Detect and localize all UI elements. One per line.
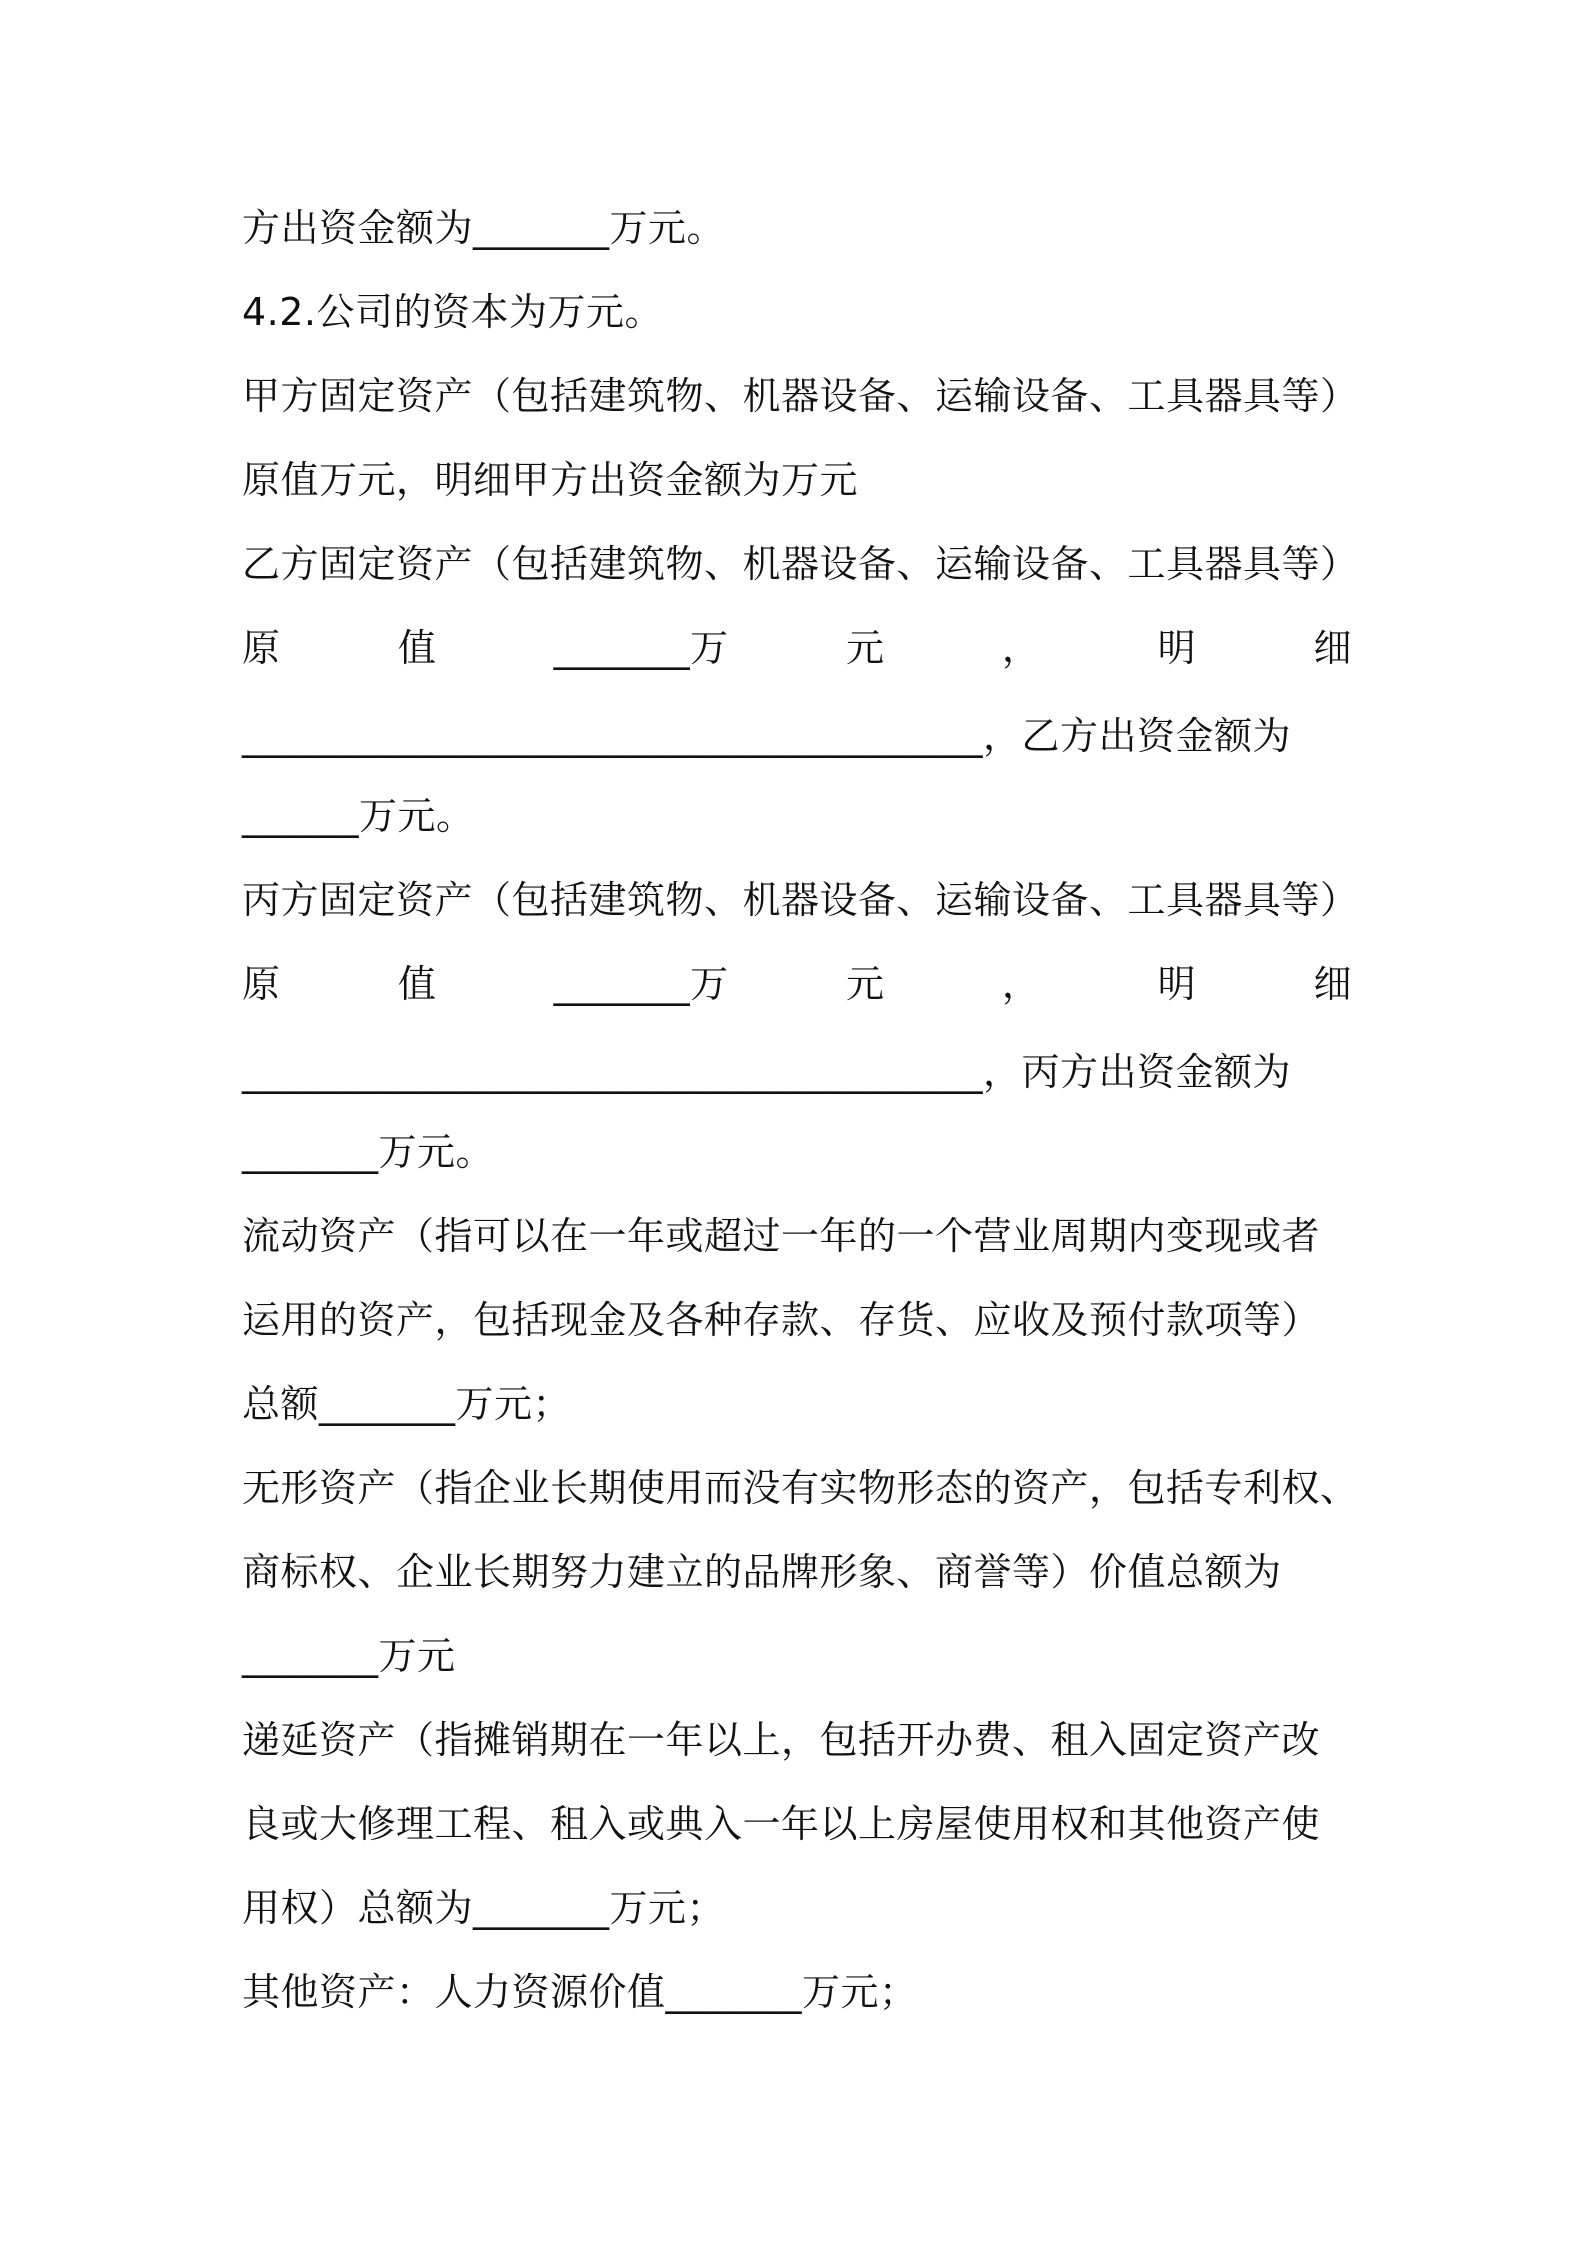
text-fragment: 值 xyxy=(397,962,437,1006)
text-line: 流动资产（指可以在一年或超过一年的一个营业周期内变现或者 xyxy=(242,1214,1321,1258)
text-fragment: 原 xyxy=(242,962,281,1006)
text-fragment: 细 xyxy=(1313,626,1352,670)
text-line: _______万元。 xyxy=(242,1130,495,1174)
text-fragment: 元 xyxy=(845,962,885,1006)
text-fragment: ， xyxy=(1001,962,1041,1006)
text-line: _______万元 xyxy=(242,1634,456,1678)
text-fragment: 值 xyxy=(397,626,437,670)
text-line: 运用的资产，包括现金及各种存款、存货、应收及预付款项等） xyxy=(242,1298,1321,1342)
text-line: 商标权、企业长期努力建立的品牌形象、商誉等）价值总额为 xyxy=(242,1550,1282,1594)
text-line: ______________________________________，丙方出资金额为 xyxy=(242,1050,1292,1094)
text-line: 良或大修理工程、租入或典入一年以上房屋使用权和其他资产使 xyxy=(242,1802,1321,1846)
text-line: 无形资产（指企业长期使用而没有实物形态的资产，包括专利权、 xyxy=(242,1466,1359,1510)
text-line-justified xyxy=(242,960,1352,1008)
text-line-justified xyxy=(242,624,1352,672)
text-fragment: 明 xyxy=(1157,962,1197,1006)
text-fragment: _______万 xyxy=(553,626,729,670)
text-line: 用权）总额为_______万元； xyxy=(242,1886,726,1930)
text-line: 乙方固定资产（包括建筑物、机器设备、运输设备、工具器具等） xyxy=(242,542,1359,586)
text-line: 甲方固定资产（包括建筑物、机器设备、运输设备、工具器具等） xyxy=(242,374,1359,418)
text-line: 丙方固定资产（包括建筑物、机器设备、运输设备、工具器具等） xyxy=(242,878,1359,922)
text-line: 方出资金额为_______万元。 xyxy=(242,206,726,250)
text-fragment: _______万 xyxy=(553,962,729,1006)
text-line: 原值万元，明细甲方出资金额为万元 xyxy=(242,458,859,502)
text-line: 递延资产（指摊销期在一年以上，包括开办费、租入固定资产改 xyxy=(242,1718,1321,1762)
text-line: 4.2.公司的资本为万元。 xyxy=(242,290,664,334)
text-fragment: 元 xyxy=(845,626,885,670)
text-line: 总额_______万元； xyxy=(242,1382,572,1426)
text-fragment: 原 xyxy=(242,626,281,670)
text-fragment: ， xyxy=(1001,626,1041,670)
text-line: 其他资产：人力资源价值_______万元； xyxy=(242,1970,918,2014)
text-line: ______万元。 xyxy=(242,794,475,838)
text-fragment: 明 xyxy=(1157,626,1197,670)
text-fragment: 细 xyxy=(1313,962,1352,1006)
text-line: ______________________________________，乙方出资金额为 xyxy=(242,714,1292,758)
